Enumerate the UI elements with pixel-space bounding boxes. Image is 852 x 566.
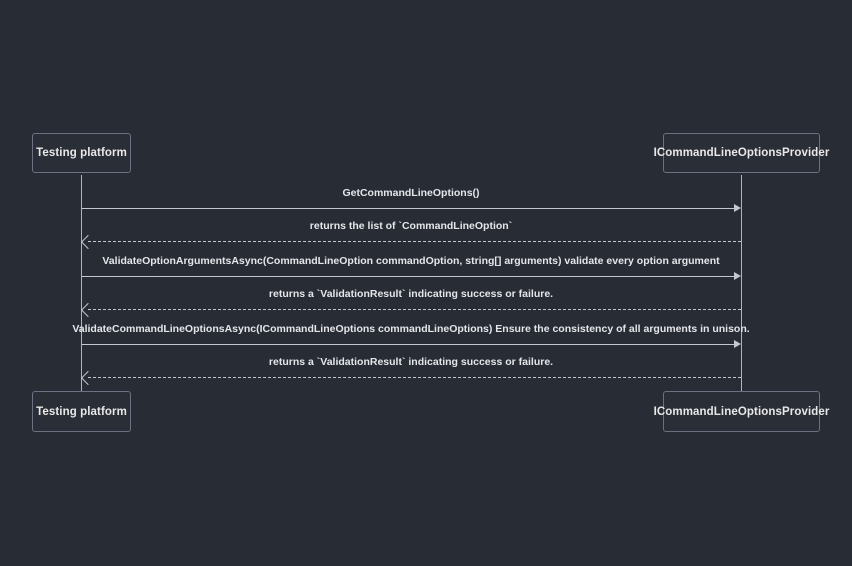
- message-label: returns the list of `CommandLineOption`: [309, 220, 513, 232]
- arrowhead-left-icon: [81, 303, 95, 317]
- message-label: returns a `ValidationResult` indicating success or failure.: [268, 288, 554, 300]
- arrowhead-right-icon: [734, 272, 741, 280]
- message-label: returns a `ValidationResult` indicating success or failure.: [268, 356, 554, 368]
- message-line: [82, 276, 734, 277]
- message-line: [82, 208, 734, 209]
- arrowhead-left-icon: [81, 371, 95, 385]
- participant-icommandlineoptionsprovider[interactable]: [653, 133, 830, 173]
- message-label: ValidateCommandLineOptionsAsync(ICommandLineOptions commandLineOptions) Ensure the consistency of all arguments in unison.: [72, 323, 750, 335]
- message-label: ValidateOptionArgumentsAsync(CommandLineOption commandOption, string[] arguments) validate every option argument: [102, 255, 720, 267]
- participant-testing-platform[interactable]: [32, 133, 131, 173]
- participant-footer-icommandlineoptionsprovider[interactable]: [653, 391, 830, 432]
- message-line: [82, 344, 734, 345]
- arrowhead-right-icon: [734, 340, 741, 348]
- participant-label: ICommandLineOptionsProvider: [653, 405, 830, 418]
- message-line: [88, 309, 741, 310]
- participant-label: Testing platform: [36, 147, 127, 159]
- participant-label: Testing platform: [36, 405, 127, 418]
- message-line: [88, 241, 741, 242]
- arrowhead-right-icon: [734, 204, 741, 212]
- participant-label: ICommandLineOptionsProvider: [653, 147, 830, 159]
- participant-footer-testing-platform[interactable]: [32, 391, 131, 432]
- arrowhead-left-icon: [81, 235, 95, 249]
- lifeline-icommandlineoptionsprovider: [741, 175, 742, 391]
- message-label: GetCommandLineOptions(): [342, 187, 480, 199]
- message-line: [88, 377, 741, 378]
